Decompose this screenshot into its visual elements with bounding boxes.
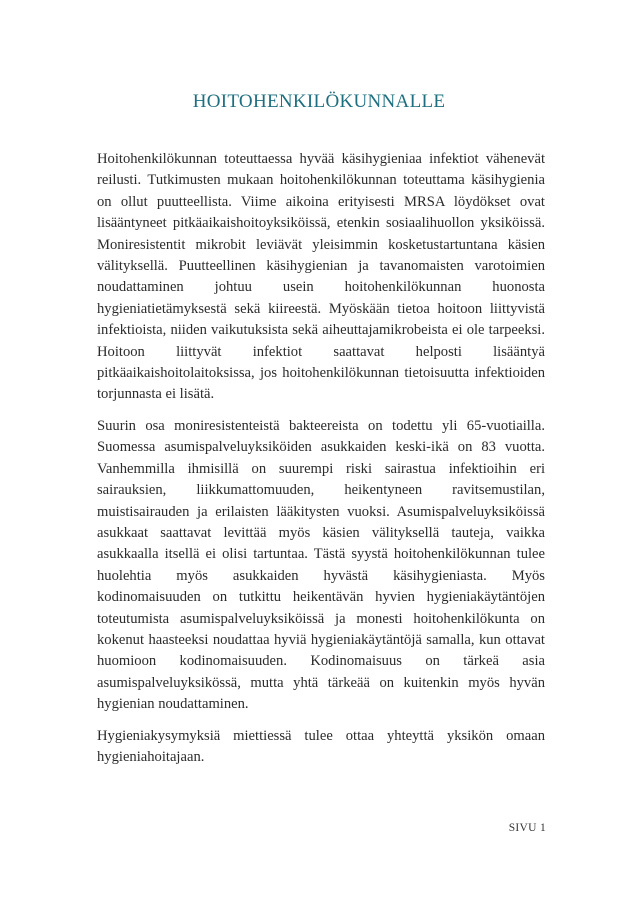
body-content	[97, 149, 545, 778]
paragraph-2: Suurin osa moniresistenteistä bakteereista on todettu yli 65-vuotiailla. Suomessa asumispalveluyksiköiden asukkaiden keski-ikä on 83 vuotta. Vanhemmilla ihmisillä on suurempi riski sairastua infektioihin eri sairauksien, liikkumattomuuden, heikentyneen ravitsemustilan, muistisairauden ja erilaisten lääkitysten vuoksi. Asumispalveluyksiköissä asukkaat saattavat levittää myös käsien välityksellä tauteja, vaikka asukkaalla itsellä ei olisi tartuntaa. Tästä syystä hoitohenkilökunnan tulee huolehtia myös asukkaiden hyvästä käsihygieniasta. Myös kodinomaisuuden on tutkittu heikentävän hyvien hygieniakäytäntöjen toteutumista asumispalveluyksiköissä ja monesti hoitohenkilökunta on kokenut haasteeksi noudattaa hyviä hygieniakäytäntöjä samalla, kun ottavat huomioon kodinomaisuuden. Kodinomaisuus on tärkeä asia asumispalveluyksikössä, mutta yhtä tärkeää on kuitenkin myös hyvän hygienian noudattaminen.	[97, 417, 545, 713]
paragraph-3: Hygieniakysymyksiä miettiessä tulee ottaa yhteyttä yksikön omaan hygieniahoitajaan.	[97, 727, 545, 765]
paragraph-1: Hoitohenkilökunnan toteuttaessa hyvää käsihygieniaa infektiot vähenevät reilusti. Tutkimusten mukaan hoitohenkilökunnan toteuttama käsihygienia on ollut puutteellista. Viime aikoina erityisesti MRSA löydökset ovat lisääntyneet pitkäaikaishoitoyksiköissä, etenkin sosiaalihuollon yksiköissä. Moniresistentit mikrobit leviävät yleisimmin kosketustartuntana käsien välityksellä. Puutteellinen käsihygienian ja tavanomaisten varotoimien noudattaminen johtuu usein hoitohenkilökunnan huonosta hygieniatietämyksestä sekä kiireestä. Myöskään tietoa hoitoon liittyvistä infektioista, niiden vaikutuksista sekä aiheuttajamikrobeista ei ole tarpeeksi. Hoitoon liittyvät infektiot saattavat helposti lisääntyä pitkäaikaishoitolaitoksissa, jos hoitohenkilökunnan tietoisuutta infektioiden torjunnasta ei lisätä.	[97, 151, 545, 403]
page-title: HOITOHENKILÖKUNNALLE	[192, 91, 446, 112]
page-number: SIVU 1	[508, 822, 546, 834]
